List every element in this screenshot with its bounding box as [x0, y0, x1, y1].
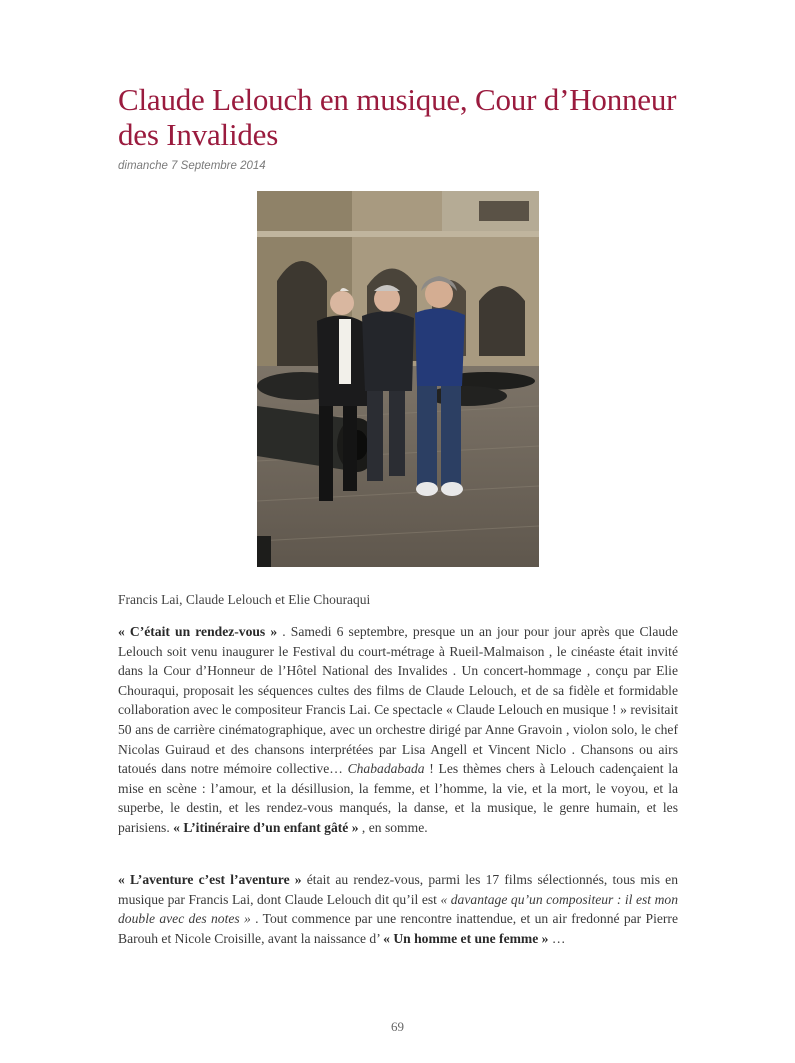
paragraph-1-text-a: . Samedi 6 septembre, presque un an jour pour jour après que Claude Lelouch soit venu inaugurer le Festival du court-métrage à Rueil-Malmaison , le cinéaste était invité dans la Cour d’Honneur de l’Hôtel National des Invalides . Un concert-hommage , conçu par Elie Chouraqui, proposait les séquences cultes des films de Claude Lelouch, et de sa fidèle et formidable collaboration avec le compositeur Francis Lai. Ce spectacle « Claude Lelouch en musique ! » revisitait 50 ans de carrière cinématographique, avec un orchestre dirigé par Anne Gravoin , violon solo, le chef Nicolas Guiraud et des chansons interprétées par Lisa Angell et Vincent Niclo . Chansons ou airs tatoués dans notre mémoire collective… [118, 624, 678, 777]
article-photo [257, 191, 539, 567]
quote-compositeur-italic: « davantage qu’un compositeur : il est mon double avec des notes » [118, 891, 678, 927]
page-number: 69 [391, 1019, 404, 1034]
paragraph-2-text-c: … [548, 930, 566, 946]
chabadabada-italic: Chabadabada [347, 761, 425, 777]
quote-aventure: « L’aventure c’est l’aventure » [118, 872, 302, 887]
paragraph-1-text-c: , en somme. [358, 819, 428, 835]
paragraph-1 [118, 622, 678, 838]
paragraph-2-text-a: était au rendez-vous, parmi les 17 films sélectionnés, tous mis en musique par Francis Lai, dont Claude Lelouch dit qu’il est [118, 872, 678, 907]
quote-rendez-vous: « C’était un rendez-vous » [118, 624, 278, 639]
article-date: dimanche 7 Septembre 2014 [118, 160, 266, 172]
paragraph-1-text-b: ! Les thèmes chers à Lelouch cadençaient la mise en scène : l’amour, et la désillusion, la femme, et l’homme, la vie, et la mort, le voyou, et la superbe, le destin, et les rendez-vous manqués, la danse, et la musique, le genre humain, et les parisiens. [118, 761, 679, 835]
paragraph-2-text-b: . Tout commence par une rencontre inattendue, et un air fredonné par Pierre Barouh et Nicole Croisille, avant la naissance d’ [118, 911, 678, 946]
article-title: Claude Lelouch en musique, Cour d’Honneur des Invalides [118, 82, 677, 152]
quote-itineraire: « L’itinéraire d’un enfant gâté » [173, 819, 359, 835]
paragraph-2 [118, 870, 678, 948]
quote-homme-femme: « Un homme et une femme » [383, 930, 549, 946]
photo-caption: Francis Lai, Claude Lelouch et Elie Chouraqui [118, 592, 371, 607]
